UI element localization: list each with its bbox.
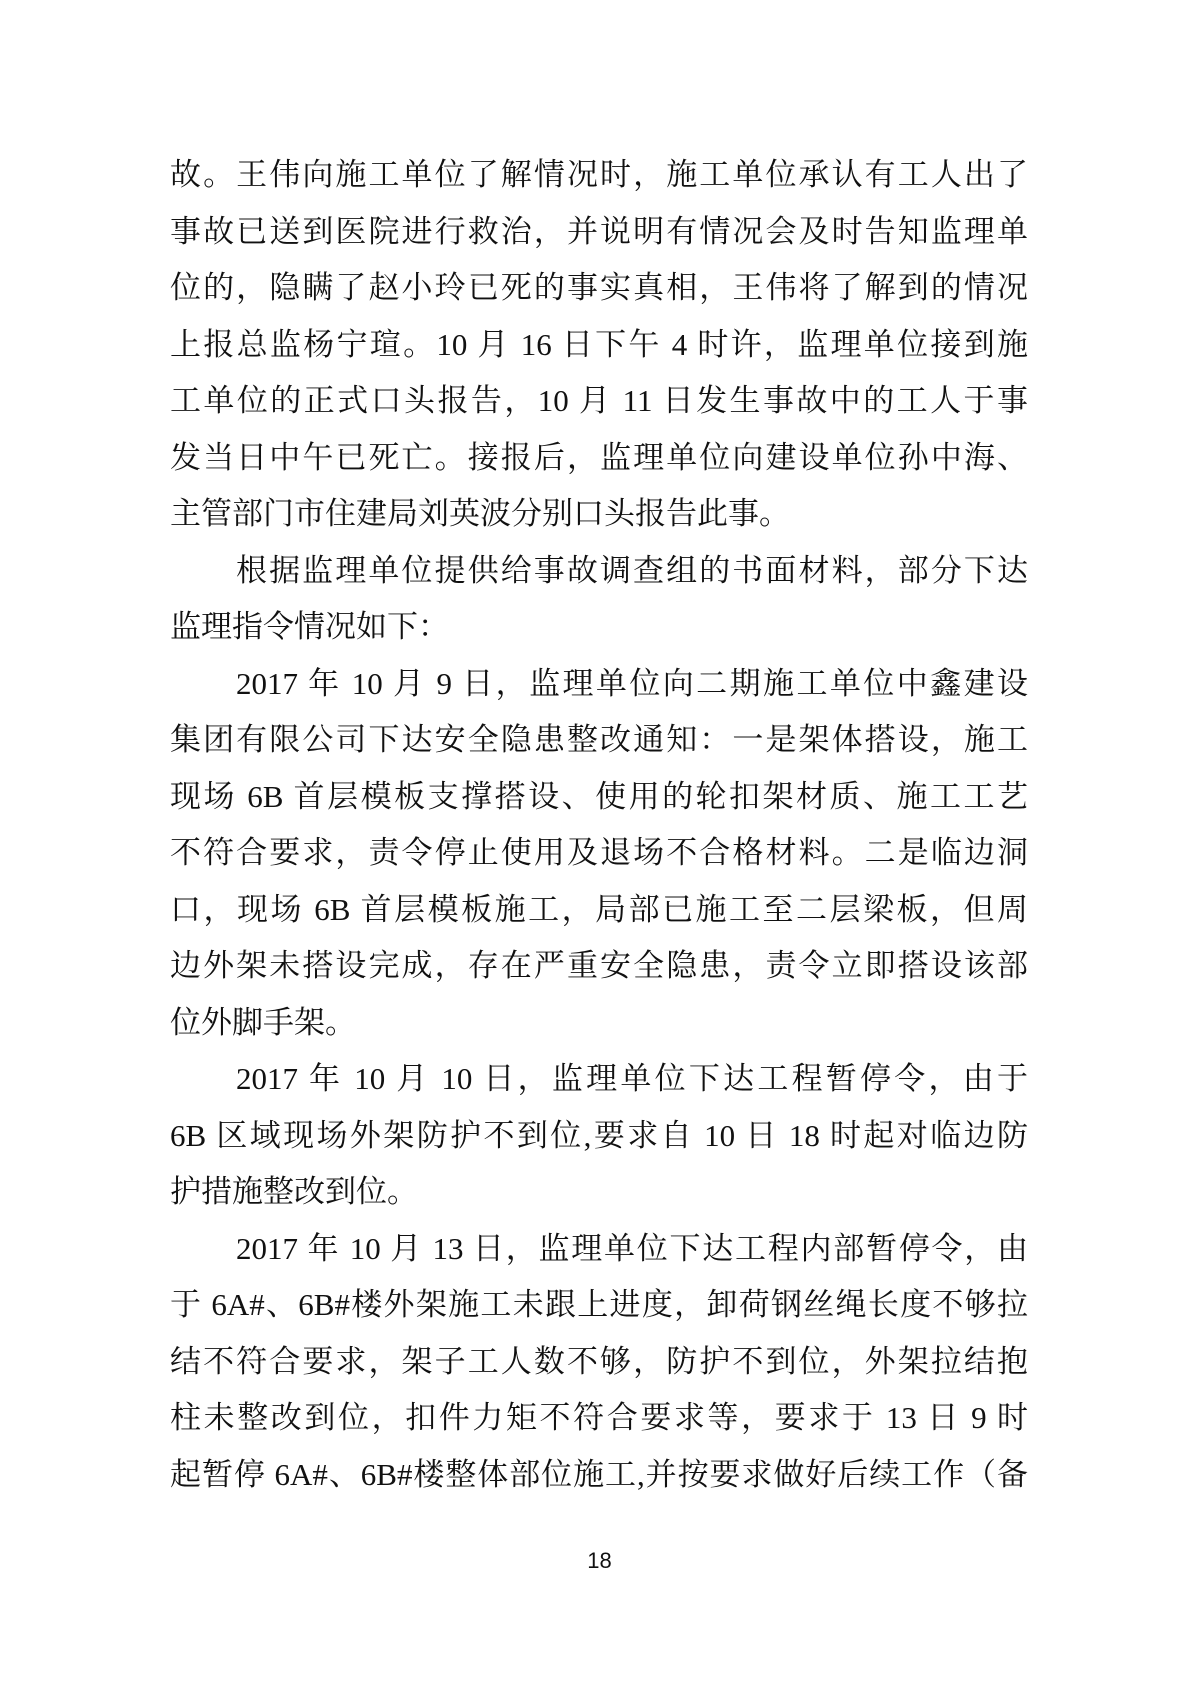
text-line: 柱未整改到位，扣件力矩不符合要求等，要求于 13 日 9 时	[170, 1400, 1028, 1435]
page-number: 18	[587, 1548, 612, 1573]
paragraph	[170, 1221, 1028, 1504]
text-line: 边外架未搭设完成，存在严重安全隐患，责令立即搭设该部	[170, 948, 1028, 983]
text-line: 2017 年 10 月 10 日，监理单位下达工程暂停令，由于	[236, 1061, 1028, 1096]
text-line: 结不符合要求，架子工人数不够，防护不到位，外架拉结抱	[170, 1343, 1028, 1379]
text-line: 事故已送到医院进行救治，并说明有情况会及时告知监理单	[170, 213, 1028, 249]
text-line: 于 6A#、6B#楼外架施工未跟上进度，卸荷钢丝绳长度不够拉	[170, 1287, 1028, 1322]
paragraph	[170, 1051, 1028, 1221]
text-line: 位的，隐瞒了赵小玲已死的事实真相，王伟将了解到的情况	[170, 270, 1028, 305]
text-line: 不符合要求，责令停止使用及退场不合格材料。二是临边洞	[170, 835, 1028, 870]
text-line: 上报总监杨宁瑄。10 月 16 日下午 4 时许，监理单位接到施	[170, 326, 1028, 362]
text-line: 发当日中午已死亡。接报后，监理单位向建设单位孙中海、	[170, 439, 1028, 475]
text-line: 口，现场 6B 首层模板施工，局部已施工至二层梁板，但周	[170, 891, 1028, 927]
text-line: 2017 年 10 月 9 日，监理单位向二期施工单位中鑫建设	[236, 665, 1028, 701]
paragraph	[170, 147, 1028, 543]
text-line: 护措施整改到位。	[170, 1174, 418, 1209]
paragraph	[170, 543, 1028, 656]
text-line: 位外脚手架。	[170, 1004, 356, 1040]
text-line: 主管部门市住建局刘英波分别口头报告此事。	[170, 496, 790, 531]
text-line: 2017 年 10 月 13 日，监理单位下达工程内部暂停令，由	[236, 1230, 1028, 1266]
text-line: 集团有限公司下达安全隐患整改通知：一是架体搭设，施工	[170, 722, 1028, 757]
text-line: 起暂停 6A#、6B#楼整体部位施工,并按要求做好后续工作（备	[170, 1456, 1028, 1492]
text-line: 6B 区域现场外架防护不到位,要求自 10 日 18 时起对临边防	[170, 1117, 1028, 1153]
text-line: 工单位的正式口头报告，10 月 11 日发生事故中的工人于事	[170, 383, 1028, 418]
text-line: 根据监理单位提供给事故调查组的书面材料，部分下达	[236, 552, 1028, 588]
paragraph	[170, 656, 1028, 1052]
text-line: 故。王伟向施工单位了解情况时，施工单位承认有工人出了	[170, 157, 1028, 192]
document-body	[170, 147, 1028, 1503]
text-line: 现场 6B 首层模板支撑搭设、使用的轮扣架材质、施工工艺	[170, 778, 1028, 814]
text-line: 监理指令情况如下：	[170, 609, 449, 644]
